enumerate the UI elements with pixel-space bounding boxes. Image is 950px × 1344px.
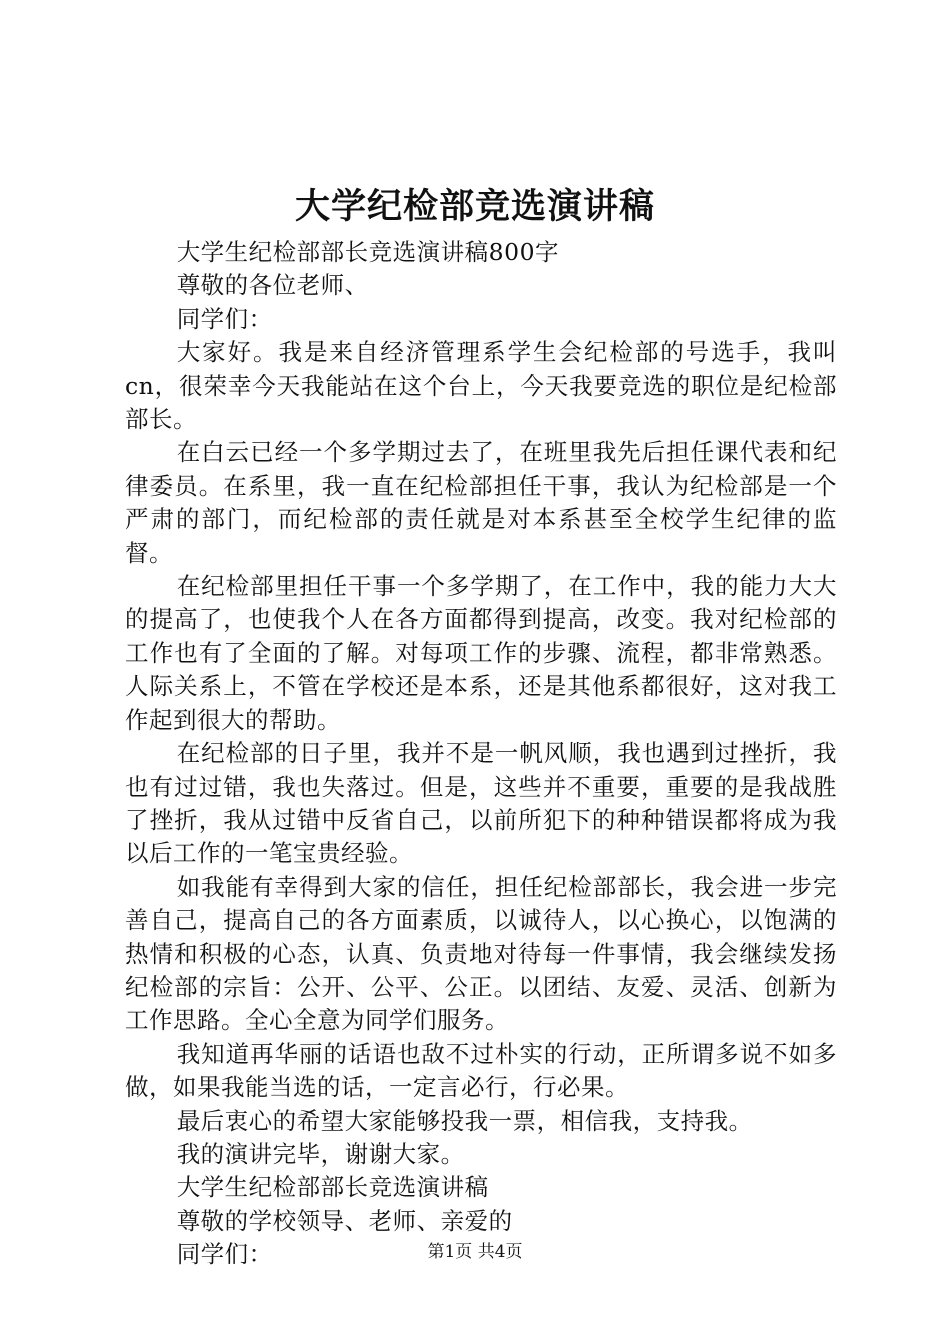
paragraph: 同学们： bbox=[176, 304, 273, 333]
paragraph: 尊敬的学校领导、老师、亲爱的 bbox=[176, 1206, 513, 1235]
paragraph: 大学生纪检部部长竞选演讲稿 bbox=[176, 1173, 489, 1202]
paragraph: 尊敬的各位老师、 bbox=[176, 271, 369, 300]
paragraph: 大学生纪检部部长竞选演讲稿800字 bbox=[176, 238, 560, 266]
paragraph: 在纪检部的日子里，我并不是一帆风顺，我也遇到过挫折，我也有过过错，我也失落过。但是，这些并不重要，重要的是我战胜了挫折，我从过错中反省自己，以前所犯下的种种错误都将成为我以后工作的一笔宝贵经验。 bbox=[125, 739, 837, 868]
paragraph: 最后衷心的希望大家能够投我一票，相信我，支持我。 bbox=[176, 1106, 753, 1135]
document-body bbox=[125, 236, 837, 1272]
paragraph: 大家好。我是来自经济管理系学生会纪检部的号选手，我叫cn，很荣幸今天我能站在这个台上，今天我要竞选的职位是纪检部部长。 bbox=[125, 338, 837, 434]
document-title: 大学纪检部竞选演讲稿 bbox=[294, 186, 655, 227]
paragraph: 在纪检部里担任干事一个多学期了，在工作中，我的能力大大的提高了，也使我个人在各方面都得到提高，改变。我对纪检部的工作也有了全面的了解。对每项工作的步骤、流程，都非常熟悉。人际关系上，不管在学校还是本系，还是其他系都很好，这对我工作起到很大的帮助。 bbox=[125, 572, 837, 734]
page-number-footer: 第1页 共4页 bbox=[427, 1242, 523, 1262]
paragraph: 如我能有幸得到大家的信任，担任纪检部部长，我会进一步完善自己，提高自己的各方面素质，以诚待人，以心换心，以饱满的热情和积极的心态，认真、负责地对待每一件事情，我会继续发扬纪检部的宗旨：公开、公平、公正。以团结、友爱、灵活、创新为工作思路。全心全意为同学们服务。 bbox=[125, 872, 837, 1035]
paragraph: 我的演讲完毕，谢谢大家。 bbox=[176, 1139, 465, 1168]
paragraph: 我知道再华丽的话语也敌不过朴实的行动，正所谓多说不如多做，如果我能当选的话，一定言必行，行必果。 bbox=[125, 1039, 837, 1102]
paragraph: 同学们： bbox=[176, 1240, 273, 1269]
paragraph: 在白云已经一个多学期过去了，在班里我先后担任课代表和纪律委员。在系里，我一直在纪检部担任干事，我认为纪检部是一个严肃的部门，而纪检部的责任就是对本系甚至全校学生纪律的监督。 bbox=[125, 438, 837, 567]
